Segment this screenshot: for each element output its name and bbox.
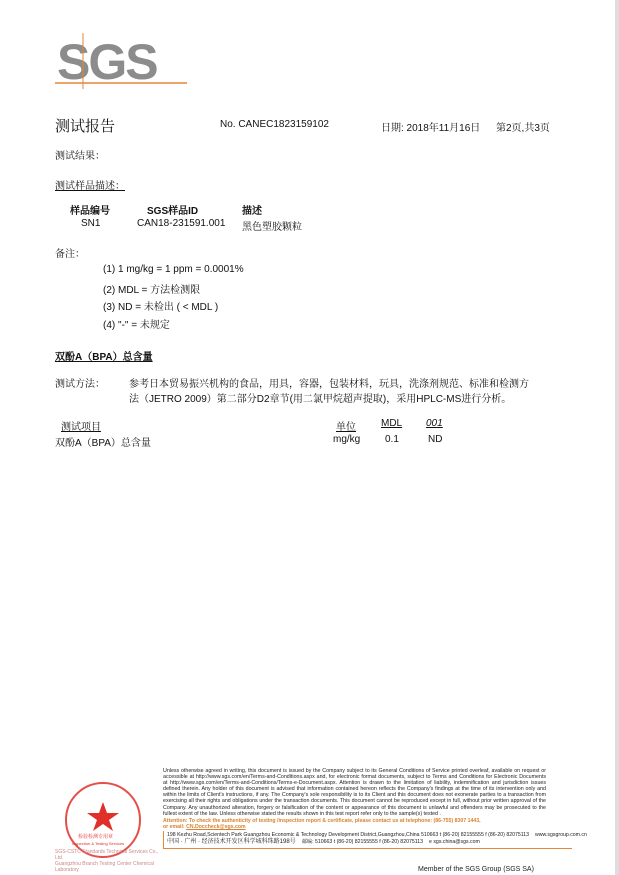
note-item: (2) MDL = 方法检测限 bbox=[103, 285, 201, 296]
address-block bbox=[163, 831, 587, 849]
bpa-heading: 双酚A（BPA）总含量 bbox=[55, 352, 153, 363]
sample-heading: 测试样品描述： bbox=[55, 181, 125, 192]
page-edge bbox=[615, 0, 619, 875]
sample-no: SN1 bbox=[81, 218, 101, 229]
address-cn-contact: 邮编: 510663 t (86-20) 82155555 f (86-20) 82075113 bbox=[301, 839, 424, 846]
legal-disclaimer: Unless otherwise agreed in writing, this document is issued by the Company subject to its General Conditions of Service printed overleaf, available on request or accessible at http://www.sgs.com/en/Terms-and-Conditions.aspx and, for electronic format documents, subject to Terms and Conditions for Electronic Documents at http://www.sgs.com/en/Terms-and-Conditions/Terms-e-Document.aspx. Attention is drawn to the limitation of liability, indemnification and jurisdiction issues defined therein. Any holder of this document is advised that information contained hereon reflects the Company's findings at the time of its intervention only and within the limits of Client's instructions, if any. The Company's sole responsibility is to its Client and this document does not exonerate parties to a transaction from exercising all their rights and obligations under the transaction documents. This document cannot be reproduced except in full, without prior written approval of the Company. Any unauthorized alteration, forgery or falsification of the content or appearance of this document is unlawful and offenders may be prosecuted to the fullest extent of the law. Unless otherwise stated the results shown in this test report refer only to the sample(s) tested . bbox=[163, 768, 546, 817]
sample-id: CAN18-231591.001 bbox=[137, 218, 226, 229]
unit-value: mg/kg bbox=[333, 434, 361, 445]
footer-text-column bbox=[163, 768, 603, 849]
stamp-subtext: Inspection & Testing Services bbox=[72, 841, 125, 846]
svg-text:SGS: SGS bbox=[57, 34, 157, 89]
address-en: 198 Kezhu Road,Scientech Park Guangzhou Economic & Technology Development District,Guangzhou,China 510663 t (86-20) 82155555 f (86-20) 82075113 bbox=[167, 832, 530, 839]
result-value: ND bbox=[428, 434, 443, 445]
note-item: (4) "-" = 未规定 bbox=[103, 320, 170, 331]
col-sgs-id: SGS样品ID bbox=[147, 206, 199, 217]
notes-label: 备注： bbox=[55, 249, 85, 260]
col-test-item: 测试项目 bbox=[61, 422, 101, 433]
stamp-text: 检验检测专用章 bbox=[78, 834, 114, 840]
member-text: Member of the SGS Group (SGS SA) bbox=[418, 866, 534, 873]
page-number: 第2页,共3页 bbox=[496, 123, 550, 134]
results-label: 测试结果： bbox=[55, 151, 105, 162]
lab-name: Guangzhou Branch Testing Center Chemical Laboratory bbox=[55, 861, 154, 873]
note-item: (3) ND = 未检出 ( < MDL ) bbox=[103, 302, 219, 313]
attention-text: Attention: To check the authenticity of testing /inspection report & certificate, please contact us at telephone: (86-755) 8307 1443, bbox=[163, 817, 481, 824]
note-item: (1) 1 mg/kg = 1 ppm = 0.0001% bbox=[103, 264, 244, 275]
sample-description: 黑色塑胶颗粒 bbox=[242, 222, 302, 233]
method-line: 参考日本贸易振兴机构的食品，用具，容器，包装材料，玩具，洗涤剂规范、标准和检测方 bbox=[129, 379, 529, 390]
col-mdl: MDL bbox=[381, 418, 403, 429]
lab-name-block bbox=[55, 849, 159, 873]
report-date: 日期: 2018年11月16日 bbox=[381, 123, 481, 134]
col-sample-no: 样品编号 bbox=[70, 206, 110, 217]
test-item: 双酚A（BPA）总含量 bbox=[55, 438, 151, 449]
authenticity-note bbox=[163, 818, 546, 831]
col-sample-001: 001 bbox=[426, 418, 443, 429]
method-line: 法（JETRO 2009）第二部分D2章节(用二氯甲烷超声提取)，采用HPLC-MS进行分析。 bbox=[129, 394, 512, 405]
email-link[interactable]: CN.Doccheck@sgs.com bbox=[186, 824, 246, 831]
email-label: or email: bbox=[163, 824, 187, 831]
email-contact: e sgs.china@sgs.com bbox=[429, 839, 480, 846]
report-title: 测试报告 bbox=[55, 118, 116, 135]
mdl-value: 0.1 bbox=[385, 434, 399, 445]
sgs-logo bbox=[55, 33, 190, 94]
lab-name: SGS-CSTC Standards Technical Services Co., Ltd. bbox=[55, 849, 159, 861]
col-description: 描述 bbox=[242, 206, 262, 217]
address-row-cn bbox=[167, 839, 572, 846]
report-number: No. CANEC1823159102 bbox=[220, 119, 329, 130]
col-unit: 单位 bbox=[336, 422, 356, 433]
method-label: 测试方法： bbox=[55, 379, 105, 390]
website[interactable]: www.sgsgroup.com.cn bbox=[535, 832, 587, 839]
address-cn: 中国 · 广州 · 经济技术开发区科学城科珠路198号 bbox=[167, 839, 296, 846]
